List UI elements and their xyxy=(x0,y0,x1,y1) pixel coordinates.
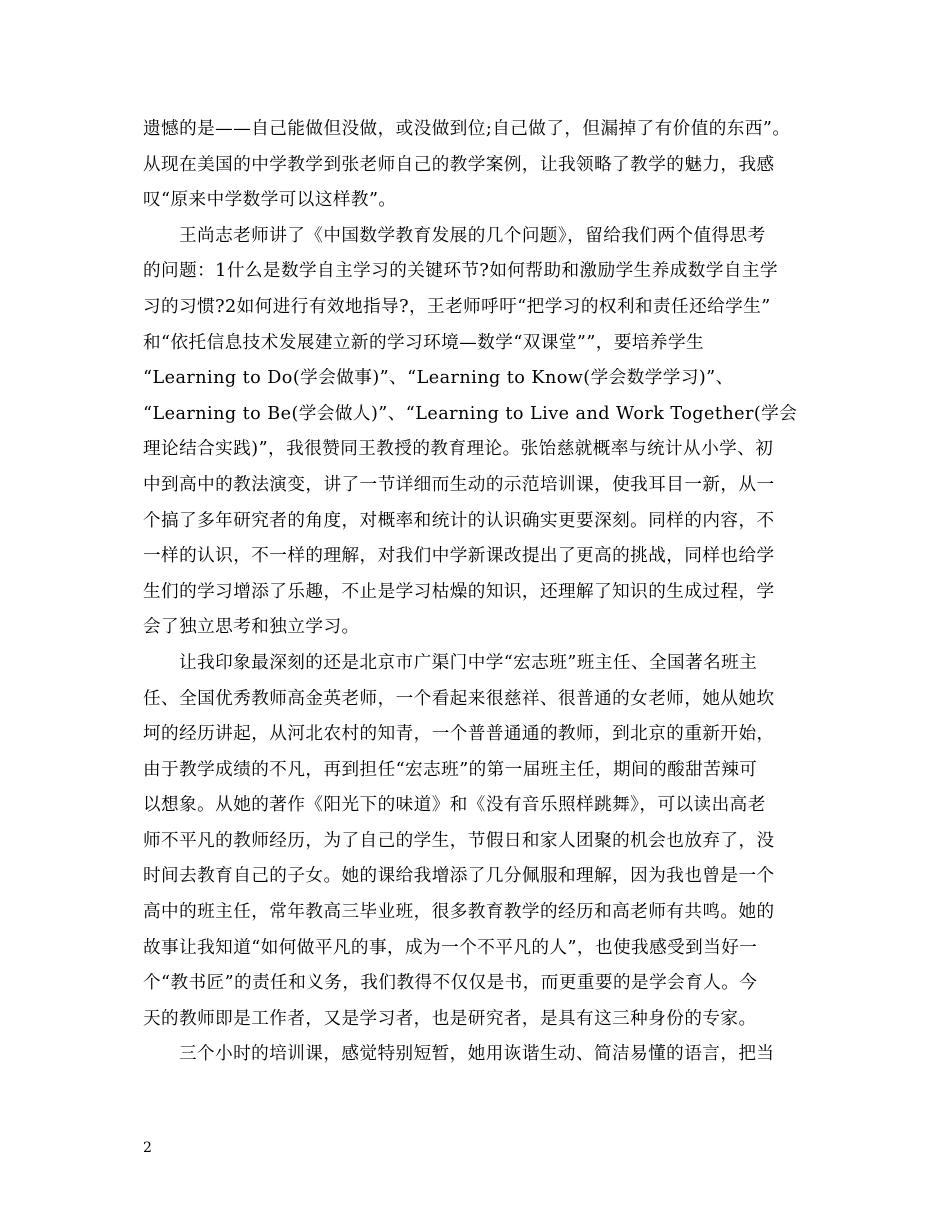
paragraph-start-line: 三个小时的培训课，感觉特别短暂，她用诙谐生动、简洁易懂的语言，把当 xyxy=(179,1044,775,1065)
text-line: 高中的班主任，常年教高三毕业班，很多教育教学的经历和高老师有共鸣。她的 xyxy=(143,902,775,923)
text-line: 由于教学成绩的不凡，再到担任“宏志班”的第一届班主任，期间的酸甜苦辣可 xyxy=(143,759,758,780)
text-line: 会了独立思考和独立学习。 xyxy=(143,617,360,638)
text-line: 师不平凡的教师经历，为了自己的学生，节假日和家人团聚的机会也放弃了，没 xyxy=(143,830,775,851)
text-line: 天的教师即是工作者，又是学习者，也是研究者，是具有这三种身份的专家。 xyxy=(143,1008,757,1029)
text-line: 遗憾的是——自己能做但没做，或没做到位;自己做了，但漏掉了有价值的东西”。 xyxy=(143,119,791,139)
text-line: 任、全国优秀教师高金英老师，一个看起来很慈祥、很普通的女老师，她从她坎 xyxy=(143,688,775,709)
text-line: 理论结合实践)”，我很赞同王教授的教育理论。张饴慈就概率与统计从小学、初 xyxy=(143,439,774,460)
page-number: 2 xyxy=(143,1140,152,1156)
text-line: 从现在美国的中学教学到张老师自己的教学案例，让我领略了教学的魅力，我感 xyxy=(143,154,775,175)
text-line: “Learning to Do(学会做事)”、“Learning to Know(学会数学学习)”、 xyxy=(143,368,734,389)
text-line: 个“教书匠”的责任和义务，我们教得不仅仅是书，而更重要的是学会育人。今 xyxy=(143,973,758,994)
paragraph-start-line: 王尚志老师讲了《中国数学教育发展的几个问题》，留给我们两个值得思考 xyxy=(179,225,766,246)
text-line: 一样的认识，不一样的理解，对我们中学新课改提出了更高的挑战，同样也给学 xyxy=(143,546,775,567)
text-line: 生们的学习增添了乐趣，不止是学习枯燥的知识，还理解了知识的生成过程，学 xyxy=(143,581,775,602)
text-line: 习的习惯?2如何进行有效地指导?，王老师呼吁“把学习的权利和责任还给学生” xyxy=(143,296,771,317)
text-line: 的问题：1什么是数学自主学习的关键环节?如何帮助和激励学生养成数学自主学 xyxy=(143,261,779,282)
text-line: 个搞了多年研究者的角度，对概率和统计的认识确实更要深刻。同样的内容，不 xyxy=(143,510,775,531)
text-line: 和“依托信息技术发展建立新的学习环境—数学“双课堂””，要培养学生 xyxy=(143,332,705,353)
paragraph-start-line: 让我印象最深刻的还是北京市广渠门中学“宏志班”班主任、全国著名班主 xyxy=(179,652,758,673)
text-line: 坷的经历讲起，从河北农村的知青，一个普普通通的教师，到北京的重新开始， xyxy=(143,724,775,745)
text-line: 叹“原来中学数学可以这样教”。 xyxy=(143,190,397,211)
text-line: 时间去教育自己的子女。她的课给我增添了几分佩服和理解，因为我也曾是一个 xyxy=(143,866,775,887)
text-line: 中到高中的教法演变，讲了一节详细而生动的示范培训课，使我耳目一新，从一 xyxy=(143,474,775,495)
text-line: 故事让我知道“如何做平凡的事，成为一个不平凡的人”，也使我感受到当好一 xyxy=(143,937,758,958)
body-text xyxy=(143,112,809,1073)
text-line: 以想象。从她的著作《阳光下的味道》和《没有音乐照样跳舞》，可以读出高老 xyxy=(143,795,766,816)
text-line: “Learning to Be(学会做人)”、“Learning to Live and Work Together(学会 xyxy=(143,403,798,424)
